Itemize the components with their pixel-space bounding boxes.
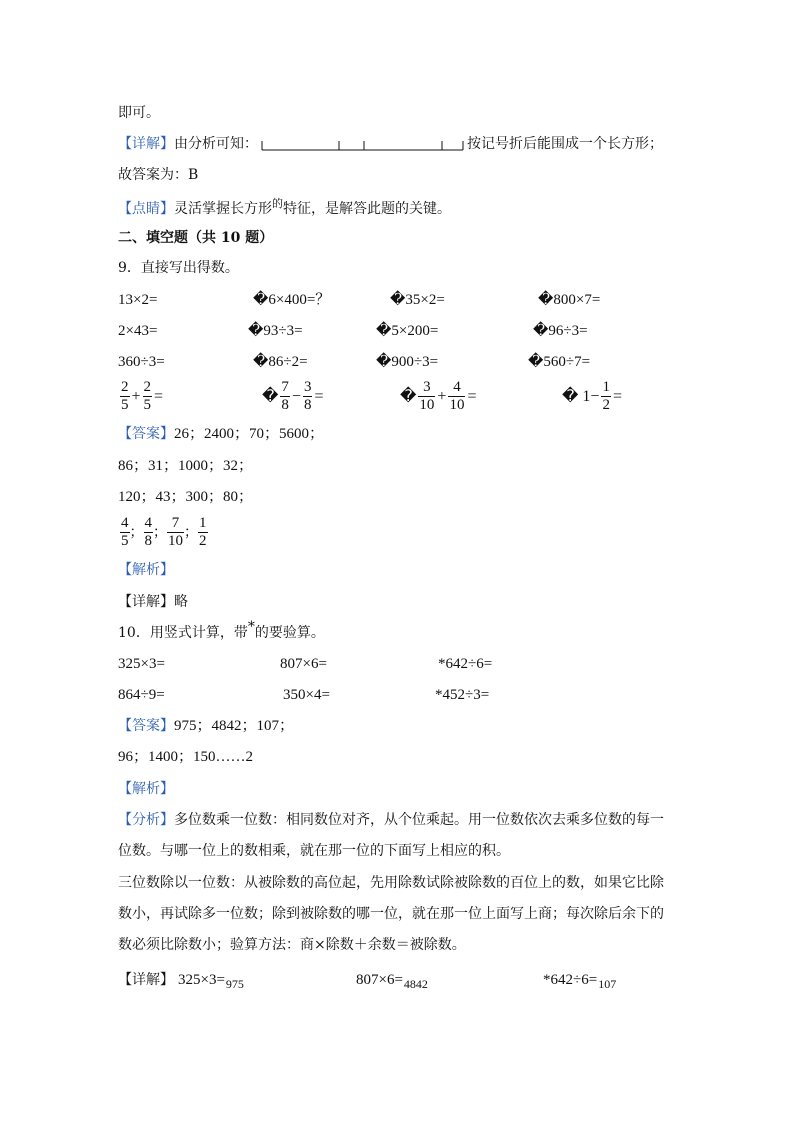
q9-r3-c2: �86÷2= xyxy=(253,354,308,370)
q10-detail-1: $325\times 3=_{975}$ xyxy=(178,972,244,991)
fraction: $\frac{7}{8}$ xyxy=(281,379,289,413)
q9-r2-c3: �5×200= xyxy=(376,323,439,339)
q9-r2-c2: �93÷3= xyxy=(248,323,303,339)
q10-analysis-line-5: 数必须比除数小；验算方法：商×除数＋余数＝被除数。 xyxy=(118,937,466,953)
answer-text: 26；2400；70；5600； xyxy=(174,426,325,442)
detail-pre: 由分析可知： xyxy=(174,136,258,152)
q10-jiexi: 【解析】 xyxy=(118,781,174,797)
q9-answer-fractions: $\frac{4}{5}$ ； $\frac{4}{8}$ ； $\frac{7}{10}$ ； $\frac{1}{2}$ xyxy=(121,515,207,549)
q9-answer-line-2: 86；31；1000；32； xyxy=(118,458,254,474)
answer-label: 【答案】 xyxy=(118,426,174,442)
q9-r3-c3: �900÷3= xyxy=(376,354,439,370)
fraction: $\frac{2}{5}$ xyxy=(121,379,129,413)
q10-r2-c3: *452÷3= xyxy=(435,687,490,703)
fraction: $\frac{1}{2}$ xyxy=(602,379,610,413)
q10-analysis-line-2: 位数。与哪一位上的数相乘，就在那一位的下面写上相应的积。 xyxy=(118,843,510,859)
q10-r1-c3: *642÷6= xyxy=(438,656,493,672)
q9-jiexi: 【解析】 xyxy=(118,562,174,578)
fraction: $\frac{2}{5}$ xyxy=(143,379,152,413)
q10-r1-c1: 325×3= xyxy=(118,656,165,672)
answer-fraction: $\frac{4}{8}$ xyxy=(144,515,152,549)
q10-r2-c2: 350×4= xyxy=(283,687,330,703)
analysis-label: 【分析】 xyxy=(118,812,174,828)
dianjing-post: 特征，是解答此题的关键。 xyxy=(283,201,451,217)
q10-analysis-line-4: 数小，再试除多一位数；除到被除数的哪一位，就在那一位上面写上商；每次除后余下的 xyxy=(118,906,664,922)
q10-title: 10．用竖式计算，带*的要验算。 xyxy=(118,619,325,641)
dianjing-label: 【点睛】 xyxy=(118,201,174,217)
answer-fraction: $\frac{1}{2}$ xyxy=(199,515,207,549)
detail-line-1 xyxy=(118,134,663,154)
q9-r1-c1: 13×2= xyxy=(118,292,158,308)
q9-r3-c4: �560÷7= xyxy=(528,354,591,370)
detail-post: 按记号折后能围成一个长方形； xyxy=(467,136,663,152)
q9-r1-c2: �6×400=？ xyxy=(253,292,331,308)
q9-answer-line-1 xyxy=(118,424,324,444)
q10-r2-c1: 864÷9= xyxy=(118,687,165,703)
folding-strip-figure xyxy=(260,136,465,152)
q9-title: 9．直接写出得数。 xyxy=(118,260,239,276)
fraction: $\frac{3}{8}$ xyxy=(303,379,312,413)
q9-r4-c3: � $\frac{3}{10}$ + $\frac{4}{10}$ = xyxy=(400,379,477,413)
q9-r1-c4: �800×7= xyxy=(538,292,601,308)
q10-detail-3: $*642\div 6=_{107}$ xyxy=(543,972,617,991)
answer-fraction: $\frac{7}{10}$ xyxy=(168,515,183,549)
dianjing-pre: 灵活掌握长方形 xyxy=(174,201,272,217)
q9-r1-c3: �35×2= xyxy=(390,292,445,308)
dianjing-sup: 的 xyxy=(272,197,283,210)
q9-detail: 【详解】略 xyxy=(118,594,188,610)
q9-r4-c4: � 1− $\frac{1}{2}$ = xyxy=(562,379,622,413)
fraction: $\frac{3}{10}$ xyxy=(419,379,435,413)
dianjing-line xyxy=(118,199,451,220)
q9-r3-c1: 360÷3= xyxy=(118,354,165,370)
answer-text: 975；4842；107； xyxy=(174,718,295,734)
answer-fraction: $\frac{4}{5}$ xyxy=(121,515,129,549)
q10-detail-label: 【详解】 xyxy=(118,972,174,988)
q9-answer-line-3: 120；43；300；80； xyxy=(118,489,254,505)
answer-label: 【答案】 xyxy=(118,718,174,734)
q10-answer-line-1 xyxy=(118,716,294,736)
q10-analysis-line-3: 三位数除以一位数：从被除数的高位起，先用除数试除被除数的百位上的数，如果它比除 xyxy=(118,875,664,891)
q10-answer-line-2: 96；1400；150……2 xyxy=(118,749,254,765)
q9-r2-c4: �96÷3= xyxy=(533,323,588,339)
detail-label: 【详解】 xyxy=(118,136,174,152)
section-title: 二、填空题（共 10 题） xyxy=(118,230,274,246)
q9-r4-c2: � $\frac{7}{8}$ − $\frac{3}{8}$ = xyxy=(262,379,324,413)
fraction: $\frac{4}{10}$ xyxy=(449,379,465,413)
paragraph-prev: 即可。 xyxy=(118,105,160,121)
q10-analysis-line-1: 【分析】多位数乘一位数：相同数位对齐，从个位乘起。用一位数依次去乘多位数的每一 xyxy=(118,812,664,828)
answer-is-line: 故答案为：B xyxy=(118,167,199,183)
q10-detail-2: $807\times 6=_{4842}$ xyxy=(356,972,428,991)
q9-r2-c1: 2×43= xyxy=(118,323,158,339)
q9-r4-c1: $\frac{2}{5}$ + $\frac{2}{5}$ = xyxy=(121,379,164,413)
q10-r1-c2: 807×6= xyxy=(280,656,327,672)
